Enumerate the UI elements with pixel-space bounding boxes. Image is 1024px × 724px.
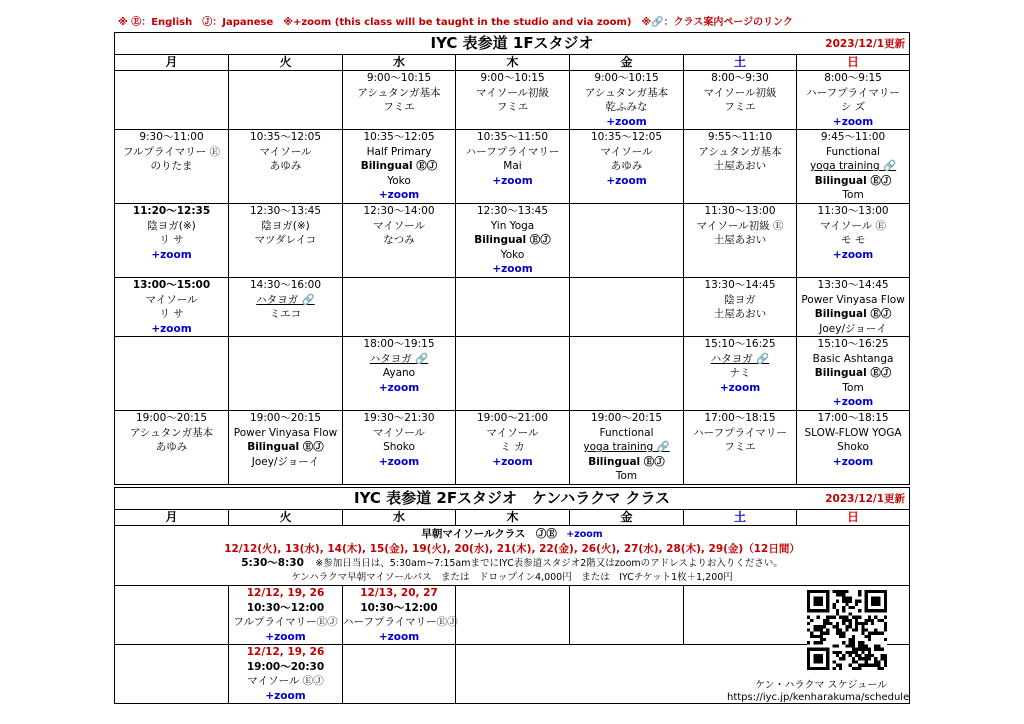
schedule-cell xyxy=(456,645,570,704)
class-line: ハーフプライマリー xyxy=(806,86,900,99)
schedule-cell xyxy=(115,645,229,704)
schedule-cell xyxy=(343,645,456,704)
class-line: 土屋あおい xyxy=(713,160,767,172)
class-line: Half Primary xyxy=(366,145,432,158)
schedule-cell xyxy=(797,411,910,485)
day-fri: 金 xyxy=(570,55,684,71)
class-line: 9:00～10:15 xyxy=(594,72,659,84)
day-fri: 金 xyxy=(570,510,684,526)
class-line: 11:30～13:00 xyxy=(817,205,889,217)
studio1-title: IYC 表参道 1Fスタジオ xyxy=(430,34,594,53)
class-line: 10:35～11:50 xyxy=(476,131,549,143)
schedule-cell xyxy=(684,71,797,130)
class-line: Tom xyxy=(615,470,638,482)
schedule-cell xyxy=(115,586,229,645)
schedule-url-link[interactable]: https://iyc.jp/kenharakuma/schedule xyxy=(727,692,910,703)
schedule-cell xyxy=(456,411,570,485)
zoom-label: +zoom xyxy=(492,263,533,275)
class-line: 19:00～20:15 xyxy=(249,412,322,424)
class-line: Functional xyxy=(599,426,675,439)
schedule-cell xyxy=(115,130,229,204)
class-line: マイソール xyxy=(486,426,539,439)
class-line: マイソール xyxy=(372,219,426,232)
class-line: 10:35～12:05 xyxy=(363,131,435,143)
day-mon: 月 xyxy=(115,510,229,526)
schedule-cell xyxy=(797,337,910,411)
schedule-cell xyxy=(684,337,797,411)
schedule-cell xyxy=(456,130,570,204)
class-line: シ ズ xyxy=(840,101,866,113)
schedule-cell xyxy=(456,278,570,337)
schedule-cell xyxy=(343,337,456,411)
schedule-cell xyxy=(570,71,684,130)
class-line: マイソール初級 Ⓔ xyxy=(696,219,784,232)
zoom-label: +zoom xyxy=(265,630,306,643)
studio1-day-header xyxy=(115,55,910,71)
class-line: あゆみ xyxy=(269,160,302,172)
schedule-cell xyxy=(570,411,684,485)
class-line: 11:20～12:35 xyxy=(132,205,211,217)
class-line: Joey/ジョーイ xyxy=(251,455,320,468)
class-line: あゆみ xyxy=(610,160,643,172)
class-line: リ サ xyxy=(159,234,184,246)
class-line: マイソール初級 xyxy=(703,86,777,99)
class-line: 9:45～11:00 xyxy=(820,131,886,143)
day-sun: 日 xyxy=(797,55,910,71)
schedule-cell xyxy=(570,278,684,337)
schedule-cell xyxy=(229,337,343,411)
zoom-label: +zoom xyxy=(832,455,874,468)
class-line: ナミ xyxy=(729,367,751,379)
class-line: アシュタンガ基本 xyxy=(129,426,214,439)
day-mon: 月 xyxy=(115,55,229,71)
class-line: あゆみ xyxy=(155,441,188,453)
schedule-cell xyxy=(343,586,456,645)
schedule-cell xyxy=(570,337,684,411)
class-line: 土屋あおい xyxy=(713,234,767,246)
zoom-label: +zoom xyxy=(378,455,420,468)
zoom-label: +zoom xyxy=(151,322,192,335)
class-line: Bilingual ⒺⒿ xyxy=(814,174,892,187)
class-line: マイソール xyxy=(600,145,653,158)
class-line: 13:30～14:45 xyxy=(817,279,889,291)
zoom-label: +zoom xyxy=(378,630,420,643)
schedule-cell xyxy=(115,204,229,278)
studio1-row-3 xyxy=(115,204,910,278)
zoom-label: +zoom xyxy=(378,381,420,394)
schedule-cell xyxy=(570,586,684,645)
day-thu: 木 xyxy=(456,55,570,71)
class-link[interactable]: ハタヨガ 🔗 xyxy=(710,352,770,365)
class-line: 12:30～13:45 xyxy=(249,205,322,217)
schedule-cell xyxy=(797,71,910,130)
day-thu: 木 xyxy=(456,510,570,526)
class-line: Tom xyxy=(842,189,864,201)
class-line: フルプライマリーⒺⒿ xyxy=(233,616,338,628)
class-line: Bilingual ⒺⒿ xyxy=(814,367,892,379)
class-line: 9:00～10:15 xyxy=(366,72,432,84)
class-dates: 12/13, 20, 27 xyxy=(360,587,438,599)
class-line: Mai xyxy=(503,160,522,172)
early-mysore-time: 5:30～8:30 xyxy=(241,557,304,569)
class-line: マイソール xyxy=(259,145,312,158)
day-sun: 日 xyxy=(797,510,910,526)
schedule-cell xyxy=(343,411,456,485)
class-line: アシュタンガ基本 xyxy=(584,86,669,99)
class-line: Bilingual ⒺⒿ xyxy=(588,455,665,468)
studio2-schedule-table xyxy=(114,487,910,704)
zoom-label: +zoom xyxy=(151,248,192,261)
class-line: Bilingual ⒺⒿ xyxy=(247,441,324,453)
class-line: 12:30～13:45 xyxy=(476,205,549,217)
class-line: マイソール xyxy=(145,293,198,306)
class-line: リ サ xyxy=(159,308,184,320)
class-line: Tom xyxy=(842,381,864,394)
studio2-day-header xyxy=(115,510,910,526)
zoom-label: +zoom xyxy=(719,381,761,394)
class-line: フミエ xyxy=(724,101,756,113)
class-dates: 12/12, 19, 26 xyxy=(246,587,325,599)
qr-code-icon[interactable] xyxy=(802,590,892,670)
schedule-cell xyxy=(115,411,229,485)
class-line: Ayano xyxy=(382,367,416,379)
class-line: SLOW-FLOW YOGA xyxy=(804,426,902,439)
class-line: 17:00～18:15 xyxy=(817,412,889,424)
schedule-cell xyxy=(343,130,456,204)
class-line: フミエ xyxy=(496,101,529,113)
early-mysore-price: ケンハラクマ早朝マイソールパス または ドロップイン4,000円 または IYCチケット1枚＋1,200円 xyxy=(291,572,733,583)
class-line: アシュタンガ基本 xyxy=(357,86,441,99)
class-line: 9:55～11:10 xyxy=(707,131,773,143)
early-mysore-heading: 早朝マイソールクラス ⒿⒺ xyxy=(421,528,557,540)
class-line: Yoko xyxy=(500,248,525,261)
day-wed: 水 xyxy=(343,55,456,71)
qr-caption: ケン・ハラクマ スケジュール xyxy=(755,680,888,691)
class-line: なつみ xyxy=(383,234,415,246)
class-line: Joey/ジョーイ xyxy=(819,322,887,335)
class-line: 19:00～20:15 xyxy=(590,412,663,424)
schedule-cell xyxy=(570,204,684,278)
schedule-cell xyxy=(797,130,910,204)
class-line: 陰ヨガ xyxy=(724,293,756,306)
class-line: ハーフプライマリー xyxy=(465,145,560,158)
day-sat: 土 xyxy=(684,510,797,526)
zoom-label: +zoom xyxy=(606,174,647,187)
class-line: フミエ xyxy=(724,441,756,453)
class-line: 10:35～12:05 xyxy=(590,131,663,143)
studio1-row-4 xyxy=(115,278,910,337)
class-line: 9:30～11:00 xyxy=(139,131,204,143)
schedule-cell xyxy=(115,71,229,130)
class-line: 陰ヨガ(※) xyxy=(147,219,196,232)
class-line: マイソール xyxy=(372,426,426,439)
studio2-title: IYC 表参道 2Fスタジオ ケンハラクマ クラス xyxy=(354,489,671,508)
schedule-cell xyxy=(343,71,456,130)
zoom-label: +zoom xyxy=(832,248,874,261)
zoom-label: +zoom xyxy=(606,115,647,128)
legend-note: ※ Ⓔ：English Ⓙ：Japanese ※+zoom (this class will be taught in the studio and via zoom) ※🔗：クラス案内ページのリンク xyxy=(118,17,793,28)
class-line: 8:00～9:30 xyxy=(711,72,769,84)
schedule-cell xyxy=(570,645,684,704)
class-line: Bilingual ⒺⒿ xyxy=(814,308,892,320)
schedule-cell xyxy=(229,204,343,278)
studio1-updated-date: 2023/12/1更新 xyxy=(825,38,906,50)
schedule-cell xyxy=(229,411,343,485)
day-sat: 土 xyxy=(684,55,797,71)
zoom-label: +zoom xyxy=(832,115,874,128)
class-line: Power Vinyasa Flow xyxy=(233,426,338,439)
class-line: ハーフプライマリー xyxy=(693,426,787,439)
schedule-cell xyxy=(229,130,343,204)
schedule-cell xyxy=(684,130,797,204)
class-line: 15:10～16:25 xyxy=(704,338,776,350)
day-tue: 火 xyxy=(229,510,343,526)
class-line: Yoko xyxy=(387,174,411,187)
class-line: 19:30～21:30 xyxy=(363,412,435,424)
class-line: Bilingual ⒺⒿ xyxy=(360,160,438,172)
schedule-cell xyxy=(456,586,570,645)
studio1-schedule-body xyxy=(115,71,910,485)
schedule-cell xyxy=(456,71,570,130)
schedule-cell xyxy=(684,411,797,485)
class-line: 8:00～9:15 xyxy=(824,72,882,84)
early-mysore-info-row xyxy=(115,526,910,586)
class-line: Basic Ashtanga xyxy=(812,352,894,365)
class-line: 10:30～12:00 xyxy=(246,601,325,614)
class-line: 陰ヨガ(※) xyxy=(261,219,310,232)
zoom-label: +zoom xyxy=(378,189,420,201)
class-dates: 12/12, 19, 26 xyxy=(246,646,325,658)
studio2-title-cell xyxy=(115,488,910,510)
class-line: 19:00～20:15 xyxy=(135,412,208,424)
class-link[interactable]: yoga training 🔗 xyxy=(583,441,670,453)
early-mysore-dates: 12/12(火), 13(水), 14(木), 15(金), 19(火), 20(水), 21(木), 22(金), 26(火), 27(水), 28(木), 29(金)（12日間） xyxy=(224,543,800,555)
schedule-cell xyxy=(229,71,343,130)
class-line: 9:00～10:15 xyxy=(480,72,545,84)
class-line: マイソール初級 xyxy=(475,86,550,99)
class-line: マイソール ⒺⒿ xyxy=(247,675,324,687)
class-line: マツダレイコ xyxy=(254,234,317,246)
class-line: 17:00～18:15 xyxy=(704,412,776,424)
class-line: のりたま xyxy=(150,160,193,172)
class-line: 乾ふみな xyxy=(605,101,648,113)
class-line: 19:00～21:00 xyxy=(476,412,549,424)
class-line: 13:30～14:45 xyxy=(704,279,776,291)
studio2-row-1 xyxy=(115,586,910,645)
schedule-cell xyxy=(343,278,456,337)
class-line: Yin Yoga xyxy=(490,219,535,232)
class-line: 13:00～15:00 xyxy=(132,279,211,291)
class-link[interactable]: ハタヨガ 🔗 xyxy=(369,352,429,365)
day-tue: 火 xyxy=(229,55,343,71)
class-line: 12:30～14:00 xyxy=(363,205,435,217)
schedule-cell xyxy=(115,337,229,411)
class-line: Power Vinyasa Flow xyxy=(801,293,905,306)
early-mysore-note: ※参加日当日は、5:30am~7:15amまでにIYC表参道スタジオ2階又はzoomのアドレスよりお入りください。 xyxy=(315,558,783,569)
studio1-row-6 xyxy=(115,411,910,485)
schedule-cell xyxy=(797,204,910,278)
zoom-label: +zoom xyxy=(492,174,533,187)
class-line: 10:30～12:00 xyxy=(360,601,438,614)
class-link[interactable]: ハタヨガ 🔗 xyxy=(256,293,315,306)
studio1-schedule-table xyxy=(114,32,910,485)
class-line: ハーフプライマリーⒺⒿ xyxy=(343,616,458,628)
early-mysore-zoom: +zoom xyxy=(566,529,603,540)
class-line: ミ カ xyxy=(500,441,525,453)
schedule-cell xyxy=(229,586,343,645)
zoom-label: +zoom xyxy=(492,455,533,468)
class-line: Functional xyxy=(826,145,902,158)
class-line: Bilingual ⒺⒿ xyxy=(474,234,551,246)
class-line: フミエ xyxy=(383,101,415,113)
class-line: フルプライマリー Ⓔ xyxy=(122,145,221,158)
schedule-cell xyxy=(456,337,570,411)
class-link[interactable]: yoga training 🔗 xyxy=(809,160,897,172)
class-line: 11:30～13:00 xyxy=(704,205,776,217)
schedule-cell xyxy=(684,204,797,278)
class-line: Shoko xyxy=(383,441,415,453)
schedule-cell xyxy=(229,645,343,704)
schedule-cell xyxy=(797,278,910,337)
studio2-updated-date: 2023/12/1更新 xyxy=(825,493,906,505)
zoom-label: +zoom xyxy=(832,396,874,408)
schedule-cell xyxy=(684,586,797,645)
zoom-label: +zoom xyxy=(265,689,306,702)
studio1-row-2 xyxy=(115,130,910,204)
class-line: 10:35～12:05 xyxy=(249,131,322,143)
studio1-row-5 xyxy=(115,337,910,411)
schedule-cell xyxy=(343,204,456,278)
class-line: 19:00～20:30 xyxy=(246,660,325,673)
class-line: Shoko xyxy=(837,441,869,453)
day-wed: 水 xyxy=(343,510,456,526)
class-line: 土屋あおい xyxy=(713,308,767,320)
schedule-cell xyxy=(229,278,343,337)
schedule-cell xyxy=(115,278,229,337)
class-line: 18:00～19:15 xyxy=(363,338,435,350)
schedule-cell xyxy=(456,204,570,278)
class-line: 14:30～16:00 xyxy=(249,279,322,291)
class-line: 15:10～16:25 xyxy=(817,338,889,350)
schedule-cell xyxy=(684,278,797,337)
class-line: ミエコ xyxy=(269,308,302,320)
schedule-cell xyxy=(570,130,684,204)
class-line: アシュタンガ基本 xyxy=(698,145,782,158)
class-line: モ モ xyxy=(840,234,866,246)
studio1-row-1 xyxy=(115,71,910,130)
studio1-title-cell xyxy=(115,33,910,55)
class-line: マイソール Ⓔ xyxy=(820,219,886,232)
